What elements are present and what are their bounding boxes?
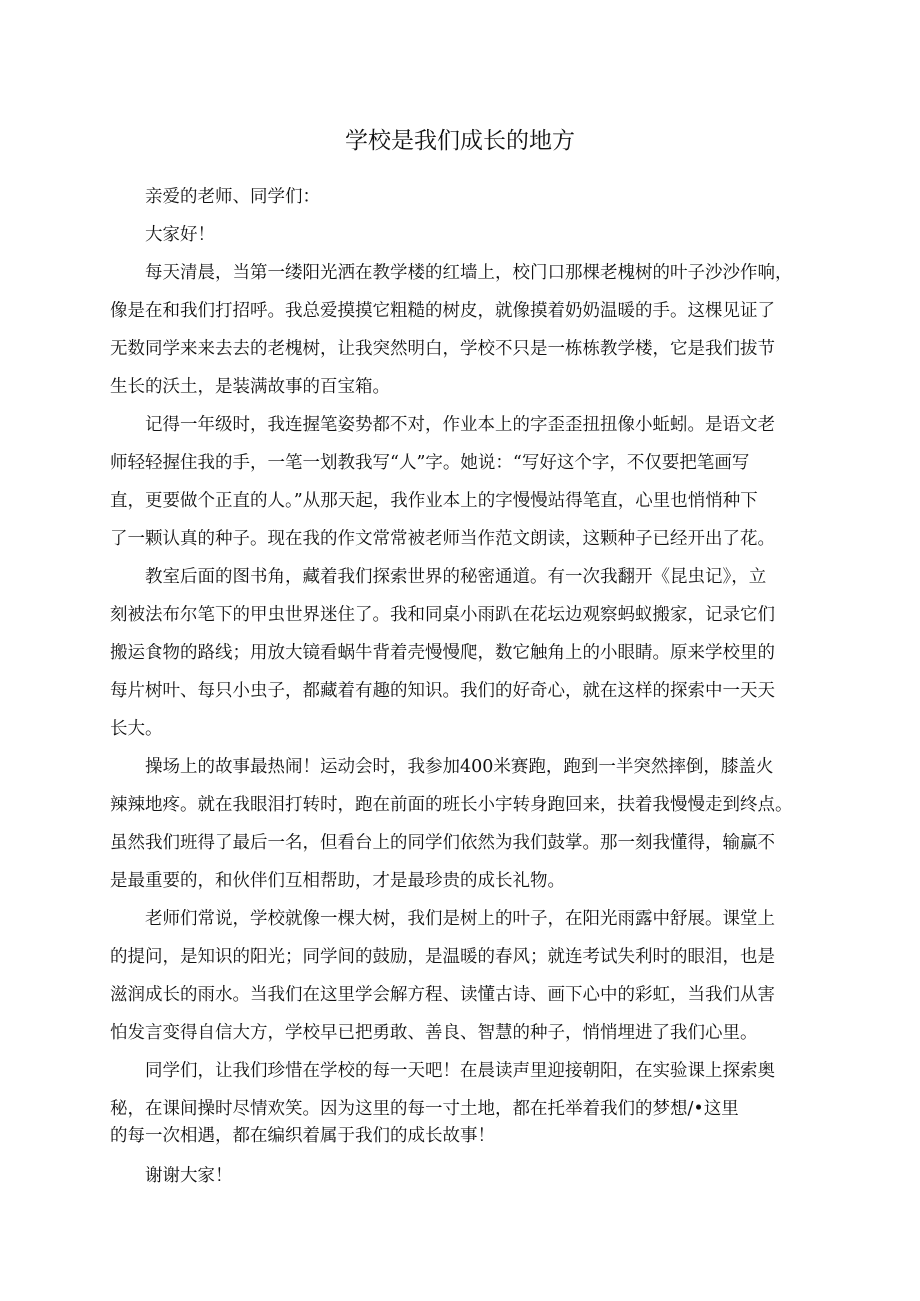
paragraph-6-line-1: 同学们，让我们珍惜在学校的每一天吧！在晨读声里迎接朝阳，在实验课上探索奥 (145, 1061, 775, 1081)
paragraph-3-line-2: 刻被法布尔笔下的甲虫世界迷住了。我和同桌小雨趴在花坛边观察蚂蚁搬家，记录它们 (110, 605, 775, 625)
greeting: 大家好！ (145, 225, 215, 245)
document-title: 学校是我们成长的地方 (345, 128, 575, 154)
paragraph-3-line-1: 教室后面的图书角，藏着我们探索世界的秘密通道。有一次我翻开《昆虫记》，立 (145, 567, 767, 587)
salutation: 亲爱的老师、同学们： (145, 187, 320, 207)
paragraph-3-line-4: 每片树叶、每只小虫子，都藏着有趣的知识。我们的好奇心，就在这样的探索中一天天 (110, 681, 775, 701)
paragraph-2-line-1: 记得一年级时，我连握笔姿势都不对，作业本上的字歪歪扭扭像小蚯蚓。是语文老 (145, 415, 775, 435)
paragraph-4-line-2: 辣辣地疼。就在我眼泪打转时，跑在前面的班长小宇转身跑回来，扶着我慢慢走到终点。 (110, 795, 793, 815)
paragraph-1-line-2: 像是在和我们打招呼。我总爱摸摸它粗糙的树皮，就像摸着奶奶温暖的手。这棵见证了 (110, 301, 775, 321)
paragraph-4-line-3: 虽然我们班得了最后一名，但看台上的同学们依然为我们鼓掌。那一刻我懂得，输赢不 (110, 833, 775, 853)
paragraph-3-line-3: 搬运食物的路线；用放大镜看蜗牛背着壳慢慢爬，数它触角上的小眼睛。原来学校里的 (110, 643, 775, 663)
paragraph-1-line-4: 生长的沃土，是装满故事的百宝箱。 (110, 377, 390, 397)
paragraph-5-line-3: 滋润成长的雨水。当我们在这里学会解方程、读懂古诗、画下心中的彩虹，当我们从害 (110, 985, 775, 1005)
paragraph-1-line-3: 无数同学来来去去的老槐树，让我突然明白，学校不只是一栋栋教学楼，它是我们拔节 (110, 339, 775, 359)
closing: 谢谢大家！ (145, 1166, 233, 1186)
paragraph-6-line-3: 的每一次相遇，都在编织着属于我们的成长故事！ (110, 1126, 495, 1146)
paragraph-5-line-1: 老师们常说，学校就像一棵大树，我们是树上的叶子，在阳光雨露中舒展。课堂上 (145, 909, 775, 929)
paragraph-2-line-3: 直，更要做个正直的人。”从那天起，我作业本上的字慢慢站得笔直，心里也悄悄种下 (110, 491, 758, 511)
paragraph-3-line-5: 长大。 (110, 719, 163, 739)
document-page (110, 0, 810, 1301)
paragraph-4-line-4: 是最重要的，和伙伴们互相帮助，才是最珍贵的成长礼物。 (110, 871, 565, 891)
paragraph-4-line-1: 操场上的故事最热闹！运动会时，我参加400米赛跑，跑到一半突然摔倒，膝盖火 (145, 757, 774, 777)
paragraph-2-line-2: 师轻轻握住我的手，一笔一划教我写“人”字。她说：“写好这个字，不仅要把笔画写 (110, 453, 750, 473)
paragraph-1-line-1: 每天清晨，当第一缕阳光洒在教学楼的红墙上，校门口那棵老槐树的叶子沙沙作响， (145, 263, 793, 283)
paragraph-5-line-4: 怕发言变得自信大方，学校早已把勇敢、善良、智慧的种子，悄悄埋进了我们心里。 (110, 1023, 758, 1043)
paragraph-6-line-2: 秘，在课间操时尽情欢笑。因为这里的每一寸土地，都在托举着我们的梦想/•这里 (110, 1099, 739, 1119)
paragraph-2-line-4: 了一颗认真的种子。现在我的作文常常被老师当作范文朗读，这颗种子已经开出了花。 (110, 529, 775, 549)
paragraph-5-line-2: 的提问，是知识的阳光；同学间的鼓励，是温暖的春风；就连考试失利时的眼泪，也是 (110, 947, 775, 967)
